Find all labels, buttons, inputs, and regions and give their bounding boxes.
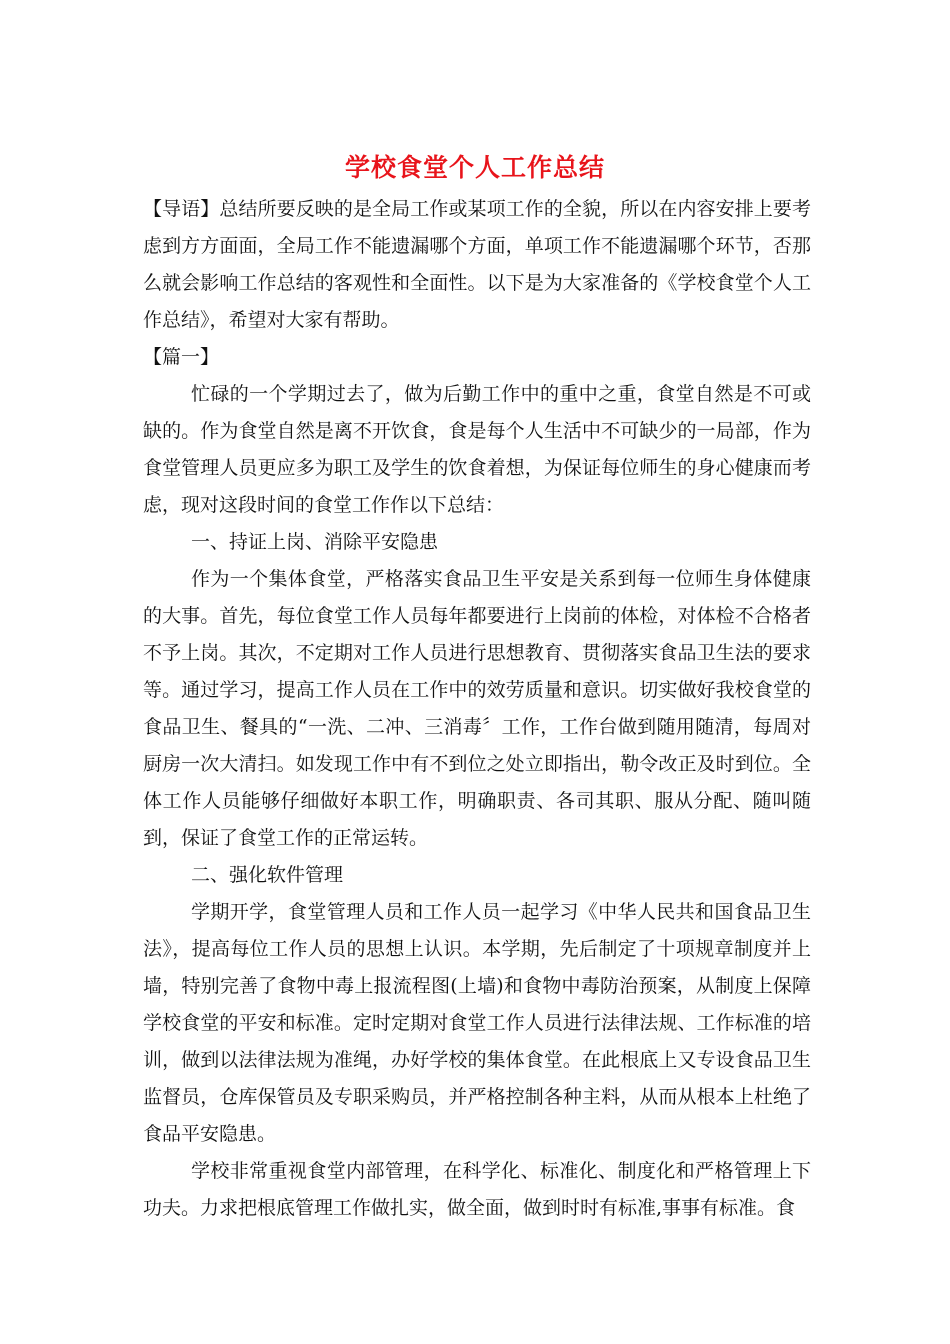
section-heading: 一、持证上岗、消除平安隐患 xyxy=(191,531,439,553)
intro-paragraph: 【导语】总结所要反映的是全局工作或某项工作的全貌，所以在内容安排上要考虑到方方面面，全局工作不能遗漏哪个方面，单项工作不能遗漏哪个环节，否那么就会影响工作总结的客观性和全面性。以下是为大家准备的《学校食堂个人工作总结》，希望对大家有帮助。 xyxy=(143,198,811,331)
paragraph: 作为一个集体食堂，严格落实食品卫生平安是关系到每一位师生身体健康的大事。首先，每位食堂工作人员每年都要进行上岗前的体检，对体检不合格者不予上岗。其次，不定期对工作人员进行思想教育、贯彻落实食品卫生法的要求等。通过学习，提高工作人员在工作中的效劳质量和意识。切实做好我校食堂的食品卫生、餐具的“一洗、二冲、三消毒〞工作，工作台做到随用随清，每周对厨房一次大清扫。如发现工作中有不到位之处立即指出，勒令改正及时到位。全体工作人员能够仔细做好本职工作，明确职责、各司其职、服从分配、随叫随到，保证了食堂工作的正常运转。 xyxy=(143,568,811,849)
paragraph: 忙碌的一个学期过去了，做为后勤工作中的重中之重，食堂自然是不可或缺的。作为食堂自然是离不开饮食，食是每个人生活中不可缺少的一局部，作为食堂管理人员更应多为职工及学生的饮食着想，为保证每位师生的身心健康而考虑，现对这段时间的食堂工作作以下总结： xyxy=(143,383,811,516)
section-heading: 二、强化软件管理 xyxy=(191,864,344,886)
section-label: 【篇一】 xyxy=(143,346,220,368)
paragraph: 学校非常重视食堂内部管理，在科学化、标准化、制度化和严格管理上下功夫。力求把根底管理工作做扎实，做全面，做到时时有标准,事事有标准。食 xyxy=(143,1160,811,1219)
paragraph: 学期开学，食堂管理人员和工作人员一起学习《中华人民共和国食品卫生法》，提高每位工作人员的思想上认识。本学期，先后制定了十项规章制度并上墙，特别完善了食物中毒上报流程图(上墙)和食物中毒防治预案，从制度上保障学校食堂的平安和标准。定时定期对食堂工作人员进行法律法规、工作标准的培训，做到以法律法规为准绳，办好学校的集体食堂。在此根底上又专设食品卫生监督员，仓库保管员及专职采购员，并严格控制各种主料，从而从根本上杜绝了食品平安隐患。 xyxy=(143,901,811,1145)
document-body xyxy=(143,191,811,1227)
document-title: 学校食堂个人工作总结 xyxy=(344,153,605,182)
